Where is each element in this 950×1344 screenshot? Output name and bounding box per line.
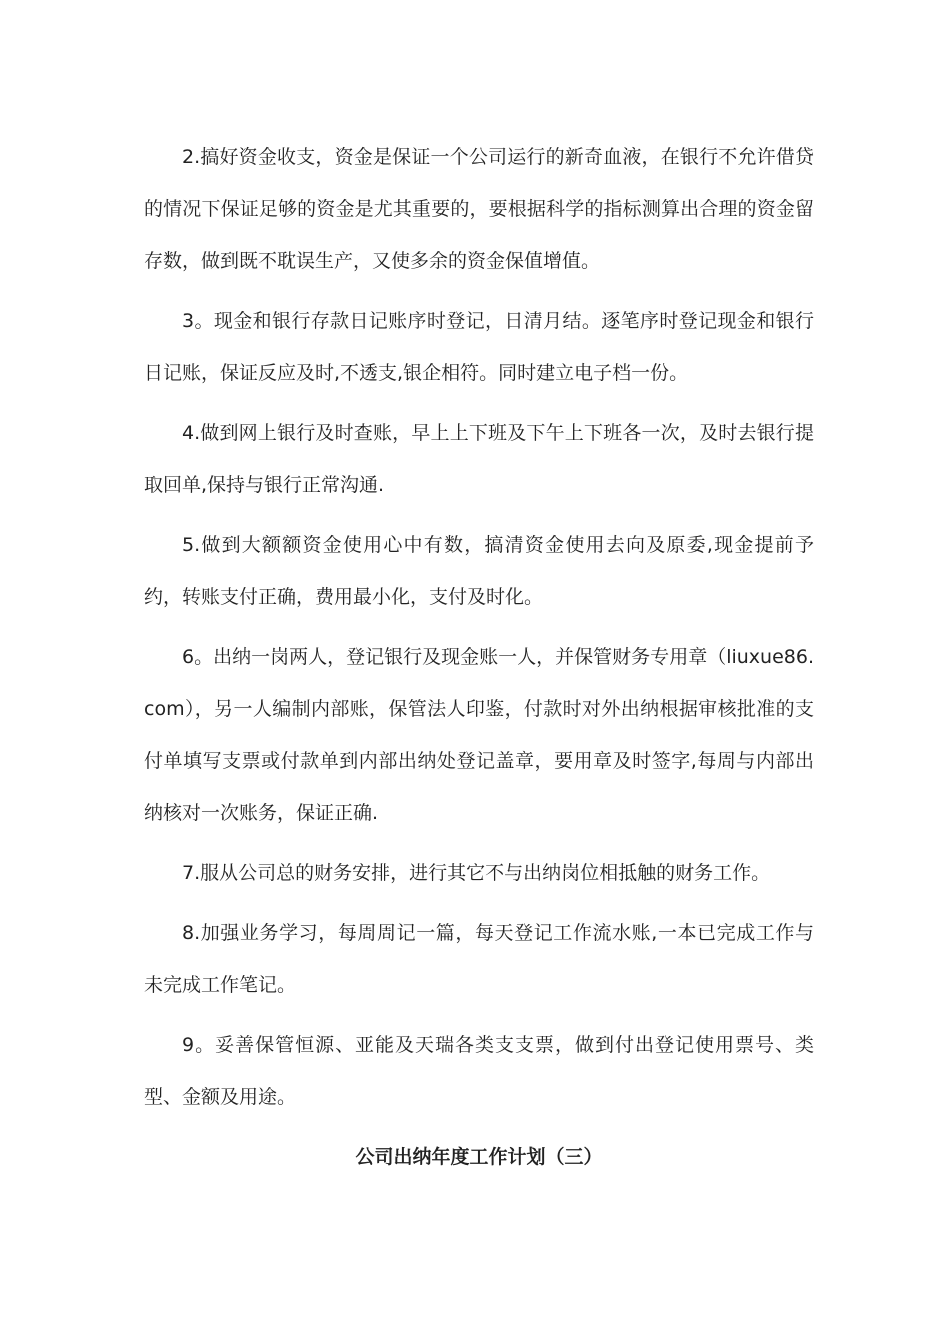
document-body: [144, 131, 814, 1183]
paragraph-item-9: 9。妥善保管恒源、亚能及天瑞各类支支票，做到付出登记使用票号、类型、金额及用途。: [144, 1034, 814, 1108]
paragraph-item-2: 2.搞好资金收支，资金是保证一个公司运行的新奇血液，在银行不允许借贷的情况下保证足够的资金是尤其重要的，要根据科学的指标测算出合理的资金留存数，做到既不耽误生产，又使多余的资金保值增值。: [144, 146, 814, 272]
paragraph-item-6: 6。出纳一岗两人，登记银行及现金账一人，并保管财务专用章（liuxue86.com），另一人编制内部账，保管法人印鉴，付款时对外出纳根据审核批准的支付单填写支票或付款单到内部出纳处登记盖章，要用章及时签字,每周与内部出纳核对一次账务，保证正确.: [144, 646, 814, 824]
paragraph-item-4: 4.做到网上银行及时查账，早上上下班及下午上下班各一次，及时去银行提取回单,保持与银行正常沟通.: [144, 422, 814, 496]
paragraph-item-7: 7.服从公司总的财务安排，进行其它不与出纳岗位相抵触的财务工作。: [182, 862, 771, 884]
paragraph-item-3: 3。现金和银行存款日记账序时登记，日清月结。逐笔序时登记现金和银行日记账，保证反应及时,不透支,银企相符。同时建立电子档一份。: [144, 310, 814, 384]
section-heading: 公司出纳年度工作计划（三）: [355, 1146, 603, 1168]
paragraph-item-8: 8.加强业务学习，每周周记一篇，每天登记工作流水账,一本已完成工作与未完成工作笔记。: [144, 922, 814, 996]
paragraph-item-5: 5.做到大额额资金使用心中有数，搞清资金使用去向及原委,现金提前予约，转账支付正确，费用最小化，支付及时化。: [144, 534, 814, 608]
